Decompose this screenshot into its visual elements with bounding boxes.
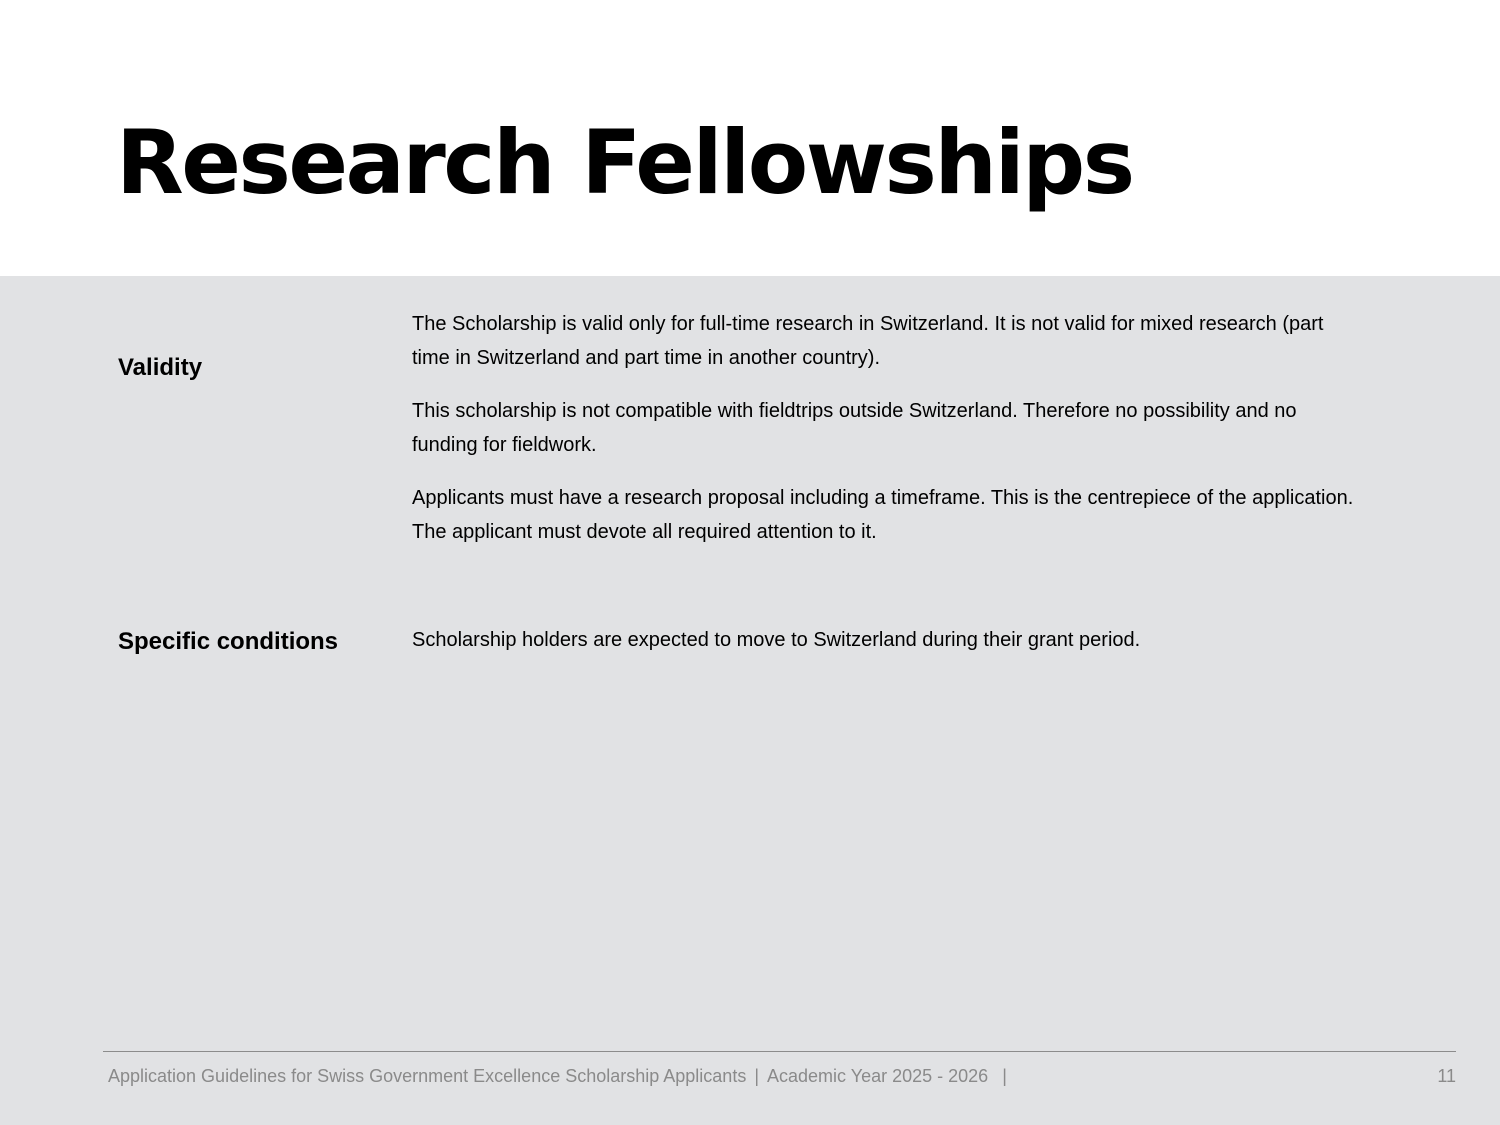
footer-academic-year: Academic Year 2025 - 2026 <box>767 1066 989 1086</box>
footer-separator: | <box>1002 1066 1007 1086</box>
content-panel <box>0 276 1500 1125</box>
section-body-validity <box>412 308 1362 569</box>
page-number: 11 <box>1437 1066 1456 1086</box>
paragraph: This scholarship is not compatible with fieldtrips outside Switzerland. Therefore no possibility and no funding for fieldwork. <box>412 400 1297 456</box>
footer-text <box>108 1064 1015 1088</box>
paragraph: Scholarship holders are expected to move to Switzerland during their grant period. <box>412 629 1141 651</box>
paragraph: The Scholarship is valid only for full-time research in Switzerland. It is not valid for mixed research (part time in Switzerland and part time in another country). <box>412 313 1324 369</box>
footer-divider <box>103 1051 1456 1052</box>
header <box>0 0 1500 276</box>
paragraph: Applicants must have a research proposal including a timeframe. This is the centrepiece of the application. The applicant must devote all required attention to it. <box>412 487 1354 543</box>
section-label-validity: Validity <box>118 354 203 381</box>
section-body-specific-conditions <box>412 624 1362 678</box>
footer-separator: | <box>754 1066 760 1086</box>
footer-document-title: Application Guidelines for Swiss Government Excellence Scholarship Applicants <box>108 1066 747 1086</box>
page-title: Research Fellowships <box>116 111 1133 214</box>
section-label-specific-conditions: Specific conditions <box>118 628 339 655</box>
